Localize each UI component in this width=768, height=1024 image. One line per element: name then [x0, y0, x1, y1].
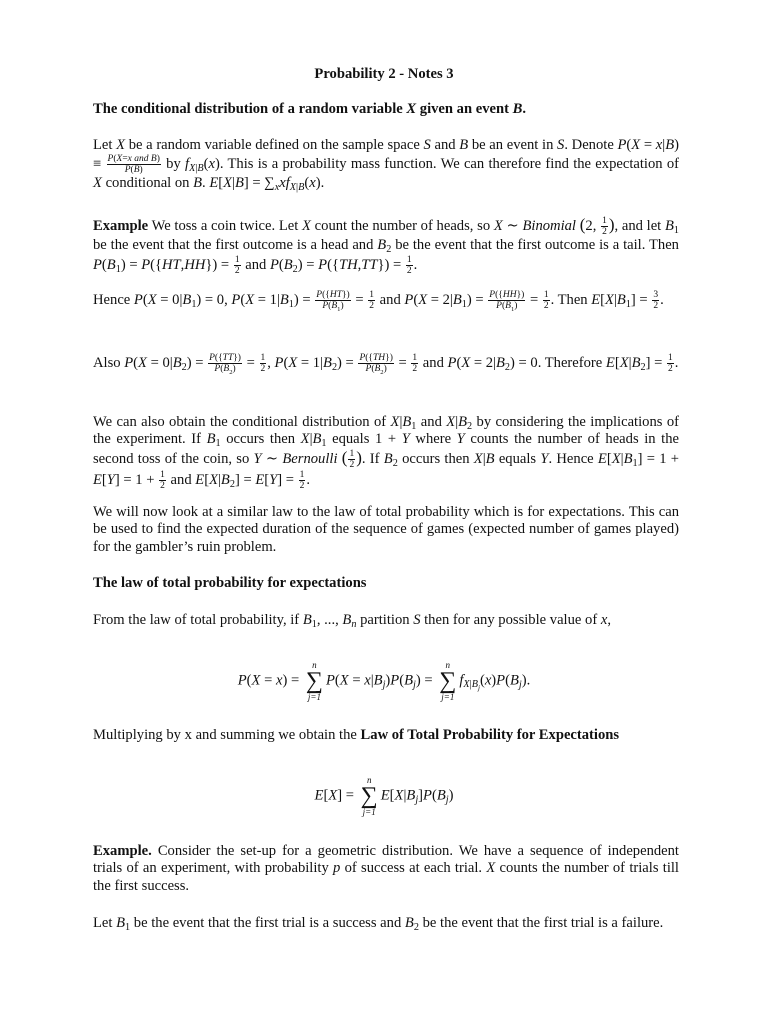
example-label: Example — [93, 218, 149, 234]
paragraph-law-intro: We will now look at a similar law to the law of total probability which is for expectations. This can be used to find the expected duration of the sequence of games (expected number of games played) for the gambler’s ruin problem. — [93, 504, 679, 555]
paragraph-hence: Hence $P(X = 0|B_1) = 0$, $P(X = 1|B_1)$ = $\frac{P(\{HT\})}{P(B_1)}$ = $\frac{1}{2}$ and $P(X = 2|B_1)$ = $\frac{P(\{HH\})}{P(B_1)}$ = $\frac{1}{2}$ . Then $E[X|B_1]$ = $\frac{3}{2}$ . — [93, 290, 664, 313]
paragraph-last: Let $B_1$ be the event that the first trial is a success and $B_2$ be the event that the first trial is a failure. — [93, 915, 664, 933]
paragraph-multiply — [93, 727, 679, 744]
paragraph-implications: We can also obtain the conditional distribution of $X|B_1$ and $X|B_2$ by considering the implications of the experiment. If $B_1$ occurs then $X|B_1$ equals 1 + Y where Y counts the number of heads in the second toss of the coin, so Y ∼ Bernoulli ( $\frac{1}{2}$ ). If $B_2$ occurs then X|B equals Y. Hence $E[X|B_1] = 1 + E[Y] = 1$ + $\frac{1}{2}$ and $E[X|B_2] = E[Y]$ = $\frac{1}{2}$ . — [93, 414, 680, 491]
paragraph-intro: Let X be a random variable defined on the sample space S and B be an event in S. Denote P(X = x|B) ≡ $\frac{\text{P(X=x and B)}}{P(B)}$ by $f_{X|B}(x)$. This is a probability mass function. We can therefore find the expectation of X conditional on B. $E[X|B] = \sum_xxf_{X|B}(x)$. — [93, 137, 680, 194]
equation-total-expectation: E[X] = n ∑ j=1 $E[X|B_j]P(B_j)$ — [314, 775, 454, 817]
example-coin-toss: Example We toss a coin twice. Let X count the number of heads, so X ∼ Binomial (2, $\frac{1}{2}$ ), and let $B_1$ be the event that the first outcome is a head and $B_2$ be the event that the first outcome is a tail. Then $P(B_1) = P(\{HT,HH\})$ = $\frac{1}{2}$ and $P(B_2) = P(\{TH,TT\})$ = $\frac{1}{2}$ . — [93, 215, 679, 276]
page-title: Probability 2 - Notes 3 — [314, 66, 454, 82]
equation-total-probability: P(X = x) = n ∑ j=1 $P(X = x|B_j)P(B_j)$ = n ∑ j=1 $f_{X|B_j}(x)P(B_j)$. — [237, 660, 531, 702]
paragraph-partition: From the law of total probability, if $B_1$, ..., $B_n$ partition S then for any possible value of x, — [93, 612, 611, 630]
law-name: Law of Total Probability for Expectations — [360, 727, 620, 743]
section-heading-law: The law of total probability for expectations — [93, 575, 367, 591]
example-geometric: Example. Consider the set-up for a geometric distribution. We have a sequence of independent trials of an experiment, with probability p of success at each trial. X counts the number of trials till the first success. — [93, 843, 679, 894]
multiply-text: Multiplying by x and summing we obtain the — [93, 727, 357, 743]
section-heading-conditional: The conditional distribution of a random variable X given an event B. — [93, 101, 527, 117]
example-label-2: Example. — [93, 843, 152, 859]
paragraph-also: Also $P(X = 0|B_2)$ = $\frac{P(\{TT\})}{P(B_2)}$ = $\frac{1}{2}$ , $P(X = 1|B_2)$ = $\frac{P(\{TH\})}{P(B_2)}$ = $\frac{1}{2}$ and $P(X = 2|B_2) = 0$. Therefore $E[X|B_2]$ = $\frac{1}{2}$ . — [93, 353, 679, 376]
